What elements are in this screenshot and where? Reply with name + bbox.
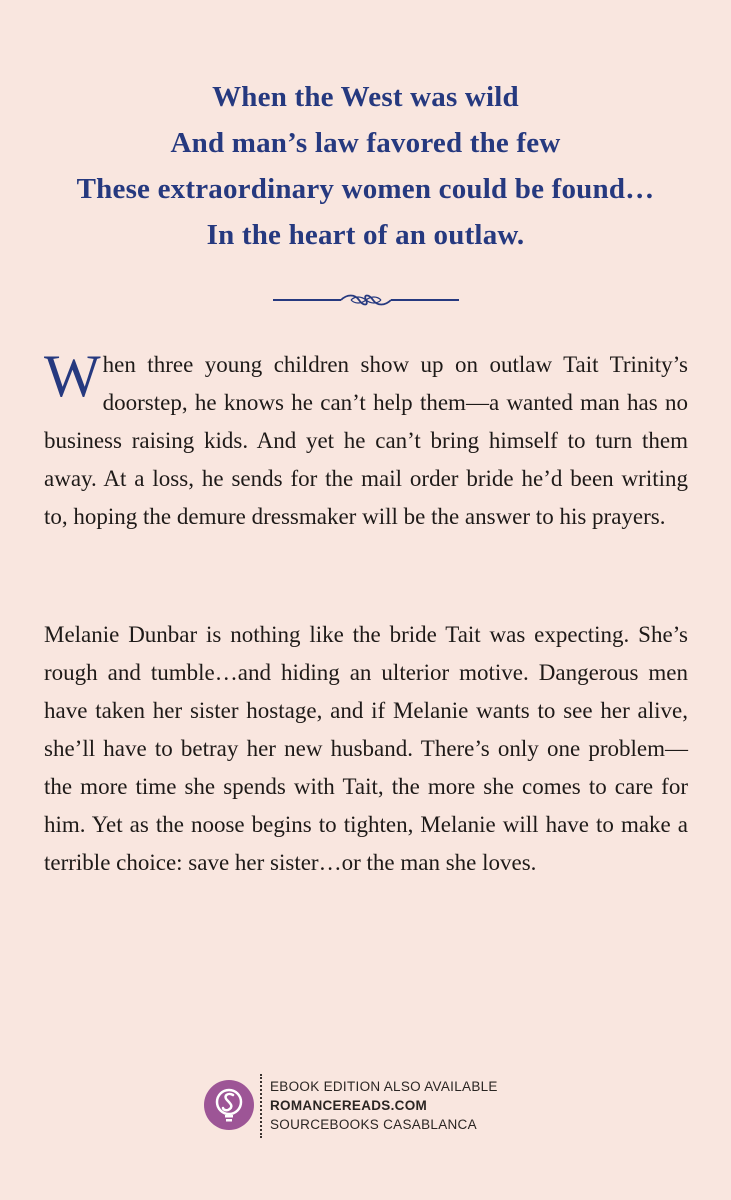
- lightbulb-s-logo-icon: [204, 1080, 254, 1130]
- ebook-edition-text: EBOOK EDITION ALSO AVAILABLE: [270, 1079, 498, 1094]
- tagline: [0, 74, 731, 258]
- blurb-paragraph-2: Melanie Dunbar is nothing like the bride Tait was expecting. She’s rough and tumble…and hiding an ulterior motive. Dangerous men have taken her sister hostage, and if Melanie wants to see her alive, she’ll have to betray her new husband. There’s only one problem—the more time she spends with Tait, the more she comes to care for him. Yet as the noose begins to tighten, Melanie will have to make a terrible choice: save her sister…or the man she loves.: [44, 622, 688, 875]
- blurb-paragraph-1-text: hen three young children show up on outlaw Tait Trinity’s doorstep, he knows he can’t help them—a wanted man has no business raising kids. And yet he can’t bring himself to turn them away. At a loss, he sends for the mail order bride he’d been writing to, hoping the demure dressmaker will be the answer to his prayers.: [44, 352, 688, 529]
- tagline-line-4: In the heart of an outlaw.: [206, 219, 525, 251]
- tagline-line-3: These extraordinary women could be found…: [76, 173, 655, 205]
- tagline-line-2: And man’s law favored the few: [170, 127, 561, 159]
- drop-cap: W: [44, 343, 101, 409]
- publisher-text: [270, 1077, 498, 1134]
- tagline-line-1: When the West was wild: [212, 81, 519, 113]
- publisher-block: [204, 1074, 534, 1140]
- imprint-text: SOURCEBOOKS CASABLANCA: [270, 1117, 477, 1132]
- ornament-divider-icon: [271, 290, 461, 310]
- publisher-logo: [204, 1080, 254, 1130]
- publisher-divider: [260, 1074, 262, 1138]
- blurb-paragraph-1: [44, 343, 688, 536]
- website-text: ROMANCEREADS.COM: [270, 1098, 428, 1113]
